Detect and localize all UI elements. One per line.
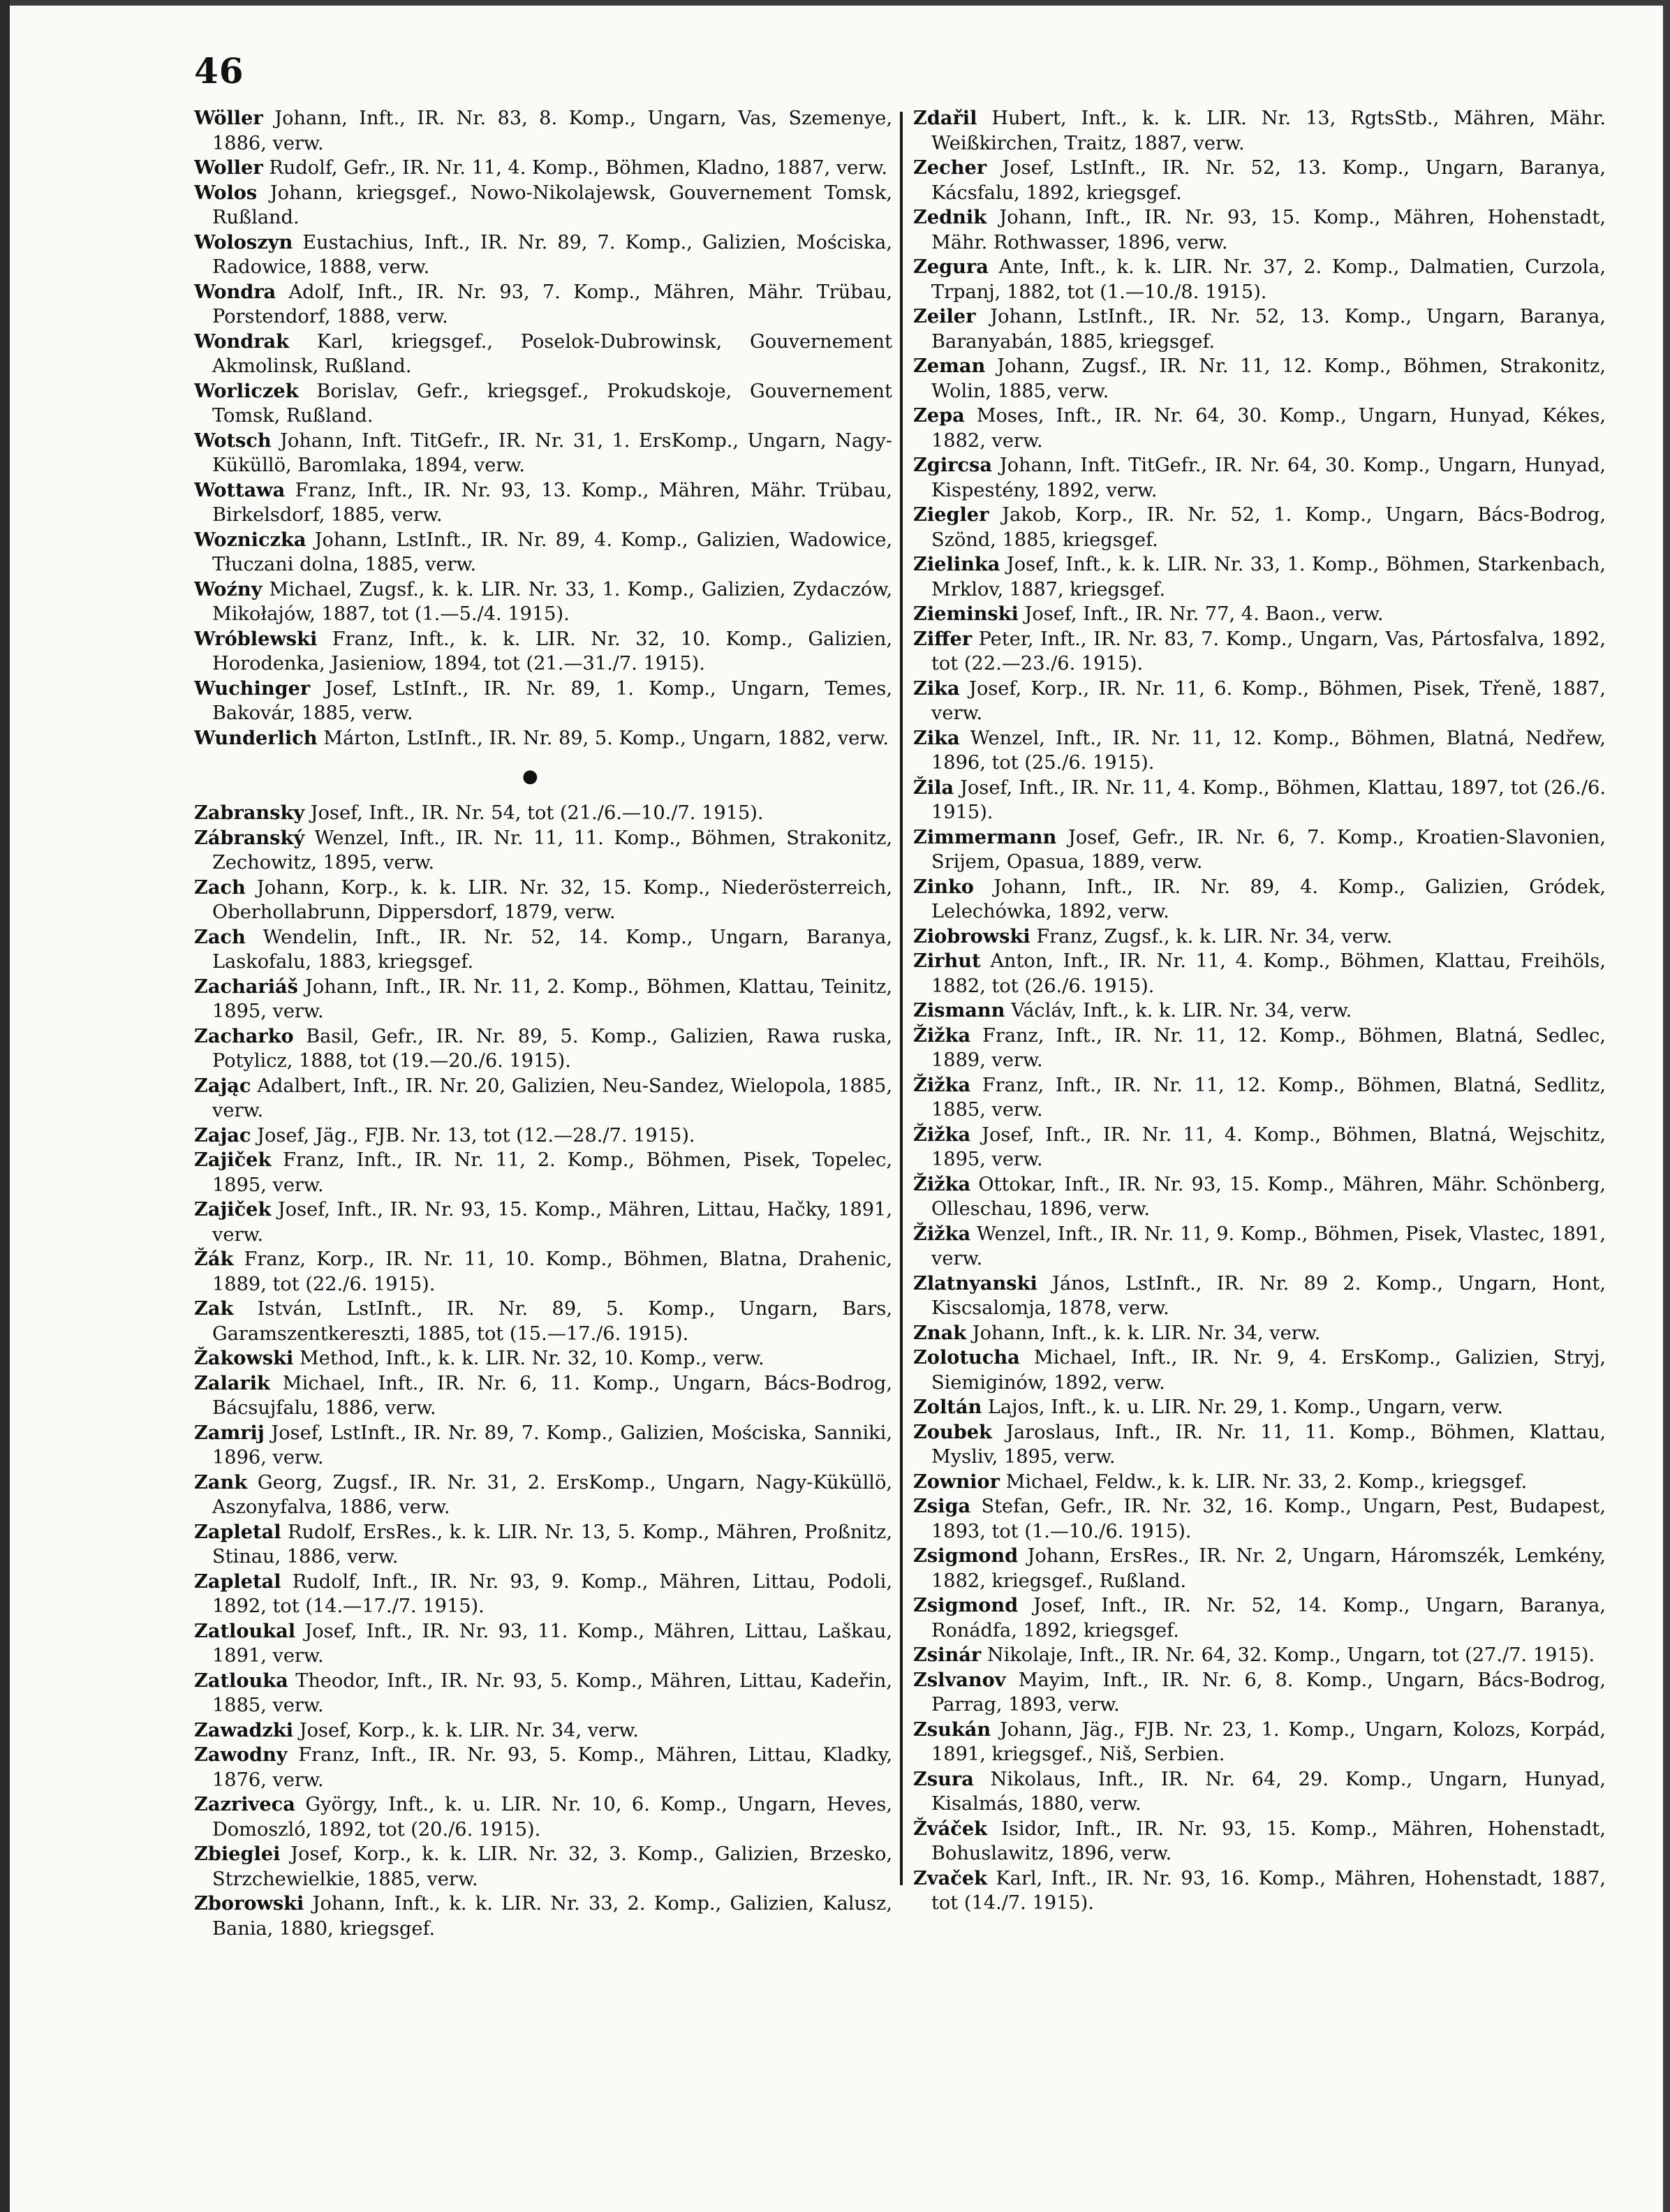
register-entry [913,1345,1606,1395]
entry-surname: Zdařil [913,107,977,129]
entry-surname: Zoubek [913,1420,992,1443]
register-entry [913,1420,1606,1470]
entry-surname: Zapletal [194,1570,281,1593]
entry-surname: Woźny [194,577,263,600]
entry-details: Johann, Inft. TitGefr., IR. Nr. 64, 30. Komp., Ungarn, Hunyad, Kispestény, 1892, verw. [931,455,1606,501]
register-entry [913,1544,1606,1593]
entry-surname: Zsigmond [913,1594,1019,1616]
entry-details: Johann, Korp., k. k. LIR. Nr. 32, 15. Komp., Niederösterreich, Oberhollabrunn, Dippersdorf, 1879, verw. [212,876,892,923]
entry-surname: Zlatnyanski [913,1271,1037,1295]
entry-surname: Zsinár [913,1644,982,1666]
entry-details: Josef, Inft., k. k. LIR. Nr. 33, 1. Komp., Böhmen, Starkenbach, Mrklov, 1887, kriegsgef. [931,554,1606,600]
register-entry [194,106,892,156]
entry-surname: Wróblewski [194,627,318,650]
entry-surname: Zbieglei [194,1843,281,1865]
entry-surname: Zgircsa [913,454,992,476]
entry-details: Wenzel, Inft., IR. Nr. 11, 12. Komp., Böhmen, Blatná, Nedřew, 1896, tot (25./6. 1915). [931,727,1606,774]
entry-surname: Zika [913,726,960,749]
entry-details: Josef, Korp., IR. Nr. 11, 6. Komp., Böhmen, Pisek, Třeně, 1887, verw. [931,677,1606,724]
register-entry [194,1470,892,1520]
register-entry [194,330,892,379]
entry-details: Johann, Inft., IR. Nr. 93, 15. Komp., Mähren, Hohenstadt, Mähr. Rothwasser, 1896, verw. [931,207,1606,253]
entry-details: Johann, Inft., k. k. LIR. Nr. 34, verw. [972,1322,1321,1344]
entry-details: Josef, Inft., IR. Nr. 11, 4. Komp., Böhmen, Klattau, 1897, tot (26./6. 1915). [931,776,1606,823]
register-entry [194,528,892,577]
entry-details: Karl, kriegsgef., Poselok-Dubrowinsk, Gouvernement Akmolinsk, Rußland. [212,330,892,377]
entry-surname: Žváček [913,1817,987,1840]
entry-details: Eustachius, Inft., IR. Nr. 89, 7. Komp., Galizien, Mościska, Radowice, 1888, verw. [212,231,892,278]
entry-surname: Zimmermann [913,825,1057,848]
entry-details: Rudolf, ErsRes., k. k. LIR. Nr. 13, 5. Komp., Mähren, Proßnitz, Stinau, 1886, verw. [212,1521,892,1568]
entry-details: Method, Inft., k. k. LIR. Nr. 32, 10. Komp., verw. [299,1348,764,1369]
entry-details: Josef, LstInft., IR. Nr. 89, 1. Komp., Ungarn, Temes, Bakovár, 1885, verw. [212,677,892,724]
entry-surname: Wolos [194,181,258,204]
entry-surname: Zábranský [194,826,305,849]
entry-surname: Zawodny [194,1743,288,1766]
register-entry [194,1792,892,1842]
scan-edge-top [0,0,1670,6]
entry-details: Wenzel, Inft., IR. Nr. 11, 9. Komp., Böhmen, Pisek, Vlastec, 1891, verw. [931,1223,1606,1269]
entry-details: Michael, Zugsf., k. k. LIR. Nr. 33, 1. Komp., Galizien, Zydaczów, Mikołajów, 1887, tot (1.—5./4. 1915). [212,578,892,625]
register-entry [913,255,1606,304]
scan-edge-left [0,0,10,2212]
entry-details: Josef, Inft., IR. Nr. 93, 15. Komp., Mähren, Littau, Hačky, 1891, verw. [212,1199,892,1246]
left-column [194,106,892,2194]
register-entry [194,379,892,429]
register-entry [194,1570,892,1619]
entry-details: Josef, Korp., k. k. LIR. Nr. 32, 3. Komp., Galizien, Brzesko, Strzchewielkie, 1885, verw. [212,1843,892,1890]
entry-surname: Žižka [913,1172,971,1195]
entry-surname: Ziffer [913,627,973,650]
page-number: 46 [194,50,244,91]
entry-surname: Zank [194,1470,248,1494]
section-mark: ● [522,766,538,787]
register-entry [194,181,892,230]
entry-surname: Zsura [913,1767,974,1790]
entry-details: Basil, Gefr., IR. Nr. 89, 5. Komp., Galizien, Rawa ruska, Potylicz, 1888, tot (19.—20./6. 1915). [212,1025,892,1072]
entry-surname: Žák [194,1248,234,1270]
entry-surname: Zawadzki [194,1718,294,1741]
entry-details: Johann, Inft., IR. Nr. 11, 2. Komp., Böhmen, Klattau, Teinitz, 1895, verw. [212,975,892,1022]
register-entry [194,1718,892,1743]
entry-surname: Zownior [913,1470,1000,1493]
entry-details: Johann, Inft., IR. Nr. 83, 8. Komp., Ungarn, Vas, Szemenye, 1886, verw. [212,108,892,154]
entry-surname: Wuchinger [194,677,311,700]
register-entry [913,1073,1606,1123]
register-entry [913,1321,1606,1346]
register-entry [194,1743,892,1792]
register-entry [913,627,1606,677]
register-entry [194,230,892,280]
entry-details: Franz, Inft., IR. Nr. 93, 5. Komp., Mähren, Littau, Kladky, 1876, verw. [212,1744,892,1791]
entry-details: Josef, Inft., IR. Nr. 77, 4. Baon., verw. [1024,603,1384,625]
entry-surname: Žižka [913,1024,971,1047]
entry-surname: Zinko [913,875,974,898]
entry-details: Johann, Inft., k. k. LIR. Nr. 33, 2. Komp., Galizien, Kalusz, Bania, 1880, kriegsgef. [212,1893,892,1940]
entry-details: Márton, LstInft., IR. Nr. 89, 5. Komp., Ungarn, 1882, verw. [323,727,889,749]
entry-details: István, LstInft., IR. Nr. 89, 5. Komp., Ungarn, Bars, Garamszentkereszti, 1885, tot (15.—17./6. 1915). [212,1298,892,1345]
register-entry [194,1123,892,1149]
register-entry [194,1520,892,1570]
entry-details: Franz, Inft., IR. Nr. 11, 12. Komp., Böhmen, Blatná, Sedlec, 1889, verw. [931,1024,1606,1071]
entry-surname: Zeman [913,355,986,377]
scan-edge-right [1663,0,1670,2212]
entry-details: Josef, Inft., IR. Nr. 11, 4. Komp., Böhmen, Blatná, Wejschitz, 1895, verw. [931,1123,1606,1170]
register-entry [913,1172,1606,1222]
register-entry [194,280,892,330]
entry-details: Lajos, Inft., k. u. LIR. Nr. 29, 1. Komp., Ungarn, verw. [987,1396,1504,1418]
entry-surname: Žižka [913,1222,971,1245]
entry-surname: Ziegler [913,503,989,526]
register-entry [194,1297,892,1346]
entry-details: Franz, Korp., IR. Nr. 11, 10. Komp., Böhmen, Blatna, Drahenic, 1889, tot (22./6. 1915). [212,1248,892,1295]
register-entry [913,1718,1606,1767]
register-entry [194,1247,892,1297]
entry-details: Johann, ErsRes., IR. Nr. 2, Ungarn, Háromszék, Lemkény, 1882, kriegsgef., Rußland. [931,1545,1606,1592]
entry-details: Franz, Inft., k. k. LIR. Nr. 32, 10. Komp., Galizien, Horodenka, Jasieniow, 1894, tot (21.—31./7. 1915). [212,628,892,674]
entry-details: Adolf, Inft., IR. Nr. 93, 7. Komp., Mähren, Mähr. Trübau, Porstendorf, 1888, verw. [212,281,892,327]
register-entry [913,354,1606,404]
entry-details: Josef, LstInft., IR. Nr. 89, 7. Komp., Galizien, Mościska, Sanniki, 1896, verw. [212,1422,892,1468]
entry-surname: Zamrij [194,1421,265,1444]
entry-surname: Zachariáš [194,975,298,998]
register-entry [194,1842,892,1892]
entry-surname: Zednik [913,206,987,228]
entry-details: Theodor, Inft., IR. Nr. 93, 5. Komp., Mähren, Littau, Kadeřin, 1885, verw. [212,1669,892,1716]
entry-surname: Zsiga [913,1495,971,1517]
entry-details: Borislav, Gefr., kriegsgef., Prokudskoje, Gouvernement Tomsk, Rußland. [212,380,892,427]
section-separator [194,751,892,801]
register-entry [194,1024,892,1074]
register-entry [194,1421,892,1470]
entry-surname: Zoltán [913,1396,982,1418]
entry-surname: Zalarik [194,1371,270,1394]
entry-details: Ante, Inft., k. k. LIR. Nr. 37, 2. Komp., Dalmatien, Curzola, Trpanj, 1882, tot (1.—10./8. 1915). [931,256,1606,303]
entry-details: Josef, Jäg., FJB. Nr. 13, tot (12.—28./7. 1915). [257,1124,695,1146]
register-entry [913,825,1606,875]
entry-surname: Zeiler [913,305,976,327]
register-entry [913,602,1606,627]
entry-surname: Wottawa [194,478,286,501]
register-entry [913,156,1606,205]
entry-surname: Zajiček [194,1149,272,1171]
entry-surname: Woloszyn [194,230,293,253]
entry-surname: Žižka [913,1073,971,1096]
entry-surname: Žila [913,776,954,799]
entry-surname: Wöller [194,107,263,129]
column-divider [900,112,903,1885]
register-entry [194,1346,892,1371]
entry-surname: Zajiček [194,1198,272,1221]
register-entry [194,925,892,975]
register-entry [913,1222,1606,1271]
register-entry [913,1643,1606,1668]
register-entry [913,1593,1606,1643]
entry-details: Johann, LstInft., IR. Nr. 52, 13. Komp., Ungarn, Baranya, Baranyabán, 1885, kriegsgef. [931,306,1606,353]
register-entry [913,677,1606,726]
entry-surname: Zatloukal [194,1619,296,1642]
register-entry [194,801,892,826]
register-entry [194,726,892,751]
entry-surname: Zvaček [913,1866,987,1889]
register-entry [194,826,892,876]
entry-surname: Zając [194,1074,251,1097]
entry-surname: Znak [913,1321,967,1344]
entry-surname: Zak [194,1297,234,1320]
entry-details: Johann, kriegsgef., Nowo-Nikolajewsk, Gouvernement Tomsk, Rußland. [212,182,892,228]
entry-details: Jakob, Korp., IR. Nr. 52, 1. Komp., Ungarn, Bács-Bodrog, Szönd, 1885, kriegsgef. [931,504,1606,551]
register-entry [194,1892,892,1941]
entry-details: Rudolf, Inft., IR. Nr. 93, 9. Komp., Mähren, Littau, Podoli, 1892, tot (14.—17./7. 1915). [212,1570,892,1617]
entry-surname: Zajac [194,1123,251,1146]
register-entry [913,205,1606,255]
register-entry [913,776,1606,825]
register-entry [913,875,1606,924]
entry-details: Peter, Inft., IR. Nr. 83, 7. Komp., Ungarn, Vas, Pártosfalva, 1892, tot (22.—23./6. 1915). [931,628,1606,674]
entry-details: Michael, Inft., IR. Nr. 6, 11. Komp., Ungarn, Bács-Bodrog, Bácsujfalu, 1886, verw. [212,1372,892,1419]
entry-surname: Worliczek [194,379,299,402]
entry-surname: Zacharko [194,1024,294,1047]
register-entry [913,1123,1606,1172]
register-entry [913,304,1606,354]
entry-surname: Zismann [913,999,1005,1022]
register-entry [913,1767,1606,1817]
entry-details: Anton, Inft., IR. Nr. 11, 4. Komp., Böhmen, Klattau, Freihöls, 1882, tot (26./6. 1915). [931,950,1606,997]
entry-details: Josef, Inft., IR. Nr. 54, tot (21./6.—10./7. 1915). [310,802,764,824]
entry-details: Moses, Inft., IR. Nr. 64, 30. Komp., Ungarn, Hunyad, Kékes, 1882, verw. [931,405,1606,452]
entry-surname: Wotsch [194,429,272,452]
entry-details: Josef, Gefr., IR. Nr. 6, 7. Komp., Kroatien-Slavonien, Srijem, Opasua, 1889, verw. [931,826,1606,873]
entry-surname: Woller [194,156,263,179]
entry-details: Franz, Inft., IR. Nr. 11, 12. Komp., Böhmen, Blatná, Sedlitz, 1885, verw. [931,1074,1606,1121]
entry-surname: Wozniczka [194,528,306,551]
entry-surname: Zapletal [194,1520,281,1543]
entry-details: Josef, Korp., k. k. LIR. Nr. 34, verw. [299,1719,639,1741]
entry-details: Michael, Feldw., k. k. LIR. Nr. 33, 2. Komp., kriegsgef. [1005,1470,1528,1493]
entry-surname: Zika [913,677,960,700]
entry-details: Jaroslaus, Inft., IR. Nr. 11, 11. Komp., Böhmen, Klattau, Mysliv, 1895, verw. [931,1421,1606,1468]
register-entry [913,1395,1606,1420]
register-entry [194,156,892,181]
register-entry [194,627,892,677]
entry-details: Mayim, Inft., IR. Nr. 6, 8. Komp., Ungarn, Bács-Bodrog, Parrag, 1893, verw. [931,1669,1606,1716]
register-entry [913,1668,1606,1718]
entry-details: Josef, Inft., IR. Nr. 52, 14. Komp., Ungarn, Baranya, Ronádfa, 1892, kriegsgef. [931,1595,1606,1642]
entry-details: Wenzel, Inft., IR. Nr. 11, 11. Komp., Böhmen, Strakonitz, Zechowitz, 1895, verw. [212,827,892,873]
register-entry [194,429,892,478]
register-entry [913,106,1606,156]
entry-surname: Zolotucha [913,1346,1020,1369]
entry-details: Josef, Inft., IR. Nr. 93, 11. Komp., Mähren, Littau, Laškau, 1891, verw. [212,1620,892,1667]
entry-details: Franz, Zugsf., k. k. LIR. Nr. 34, verw. [1036,925,1393,948]
register-entry [913,503,1606,552]
entry-details: Stefan, Gefr., IR. Nr. 32, 16. Komp., Ungarn, Pest, Budapest, 1893, tot (1.—10./6. 1915). [931,1496,1606,1542]
entry-surname: Zborowski [194,1892,304,1915]
entry-details: Adalbert, Inft., IR. Nr. 20, Galizien, Neu-Sandez, Wielopola, 1885, verw. [212,1075,892,1121]
register-entry [913,924,1606,950]
entry-details: Franz, Inft., IR. Nr. 11, 2. Komp., Böhmen, Pisek, Topelec, 1895, verw. [212,1149,892,1196]
register-entry [194,1148,892,1197]
register-entry [913,1866,1606,1916]
register-entry [913,1024,1606,1073]
entry-details: Johann, Inft., IR. Nr. 89, 4. Komp., Galizien, Gródek, Lelechówka, 1892, verw. [931,876,1606,922]
entry-details: Michael, Inft., IR. Nr. 9, 4. ErsKomp., Galizien, Stryj, Siemiginów, 1892, verw. [931,1347,1606,1394]
entry-details: Karl, Inft., IR. Nr. 93, 16. Komp., Mähren, Hohenstadt, 1887, tot (14./7. 1915). [931,1867,1606,1914]
register-entry [913,998,1606,1024]
entry-surname: Zepa [913,404,965,427]
entry-details: György, Inft., k. u. LIR. Nr. 10, 6. Komp., Ungarn, Heves, Domoszló, 1892, tot (20./6. 1915). [212,1794,892,1841]
register-entry [913,1817,1606,1866]
entry-details: Johann, Zugsf., IR. Nr. 11, 12. Komp., Böhmen, Strakonitz, Wolin, 1885, verw. [931,355,1606,402]
entry-details: Hubert, Inft., k. k. LIR. Nr. 13, RgtsStb., Mähren, Mähr. Weißkirchen, Traitz, 1887, verw. [931,108,1606,154]
register-entry [194,677,892,726]
entry-surname: Zsukán [913,1718,991,1741]
entry-details: Nikolaje, Inft., IR. Nr. 64, 32. Komp., Ungarn, tot (27./7. 1915). [987,1644,1595,1666]
entry-details: Wendelin, Inft., IR. Nr. 52, 14. Komp., Ungarn, Baranya, Laskofalu, 1883, kriegsgef. [212,926,892,973]
register-entry [194,1074,892,1123]
entry-surname: Ziobrowski [913,924,1030,948]
entry-details: Václáv, Inft., k. k. LIR. Nr. 34, verw. [1011,1000,1352,1022]
entry-surname: Wondrak [194,330,290,353]
entry-surname: Zach [194,925,246,948]
register-entry [194,1371,892,1421]
entry-details: Franz, Inft., IR. Nr. 93, 13. Komp., Mähren, Mähr. Trübau, Birkelsdorf, 1885, verw. [212,479,892,526]
entry-details: Isidor, Inft., IR. Nr. 93, 15. Komp., Mähren, Hohenstadt, Bohuslawitz, 1896, verw. [931,1817,1606,1864]
entry-surname: Zieminski [913,603,1019,625]
register-entry [194,1197,892,1247]
entry-surname: Žižka [913,1123,971,1146]
entry-surname: Zirhut [913,950,981,972]
register-entry [194,975,892,1024]
register-entry [913,726,1606,776]
register-entry [913,1470,1606,1495]
entry-details: Johann, LstInft., IR. Nr. 89, 4. Komp., Galizien, Wadowice, Tłuczani dolna, 1885, verw. [212,529,892,575]
register-entry [194,1619,892,1669]
entry-surname: Zegura [913,256,989,278]
register-entry [913,453,1606,503]
register-entry [913,552,1606,602]
register-entry [194,876,892,925]
entry-surname: Zslvanov [913,1668,1006,1691]
right-column [913,106,1606,2194]
entry-surname: Zabransky [194,802,305,824]
entry-details: Johann, Inft. TitGefr., IR. Nr. 31, 1. ErsKomp., Ungarn, Nagy-Küküllö, Baromlaka, 1894, verw. [212,429,892,476]
entry-surname: Wondra [194,280,276,303]
register-entry [913,1494,1606,1544]
entry-details: Georg, Zugsf., IR. Nr. 31, 2. ErsKomp., Ungarn, Nagy-Küküllö, Aszonyfalva, 1886, verw. [212,1471,892,1518]
entry-details: Johann, Jäg., FJB. Nr. 23, 1. Komp., Ungarn, Kolozs, Korpád, 1891, kriegsgef., Niš, Serbien. [931,1718,1606,1765]
entry-surname: Zatlouka [194,1669,288,1692]
entry-details: Josef, LstInft., IR. Nr. 52, 13. Komp., Ungarn, Baranya, Kácsfalu, 1892, kriegsgef. [931,157,1606,204]
entry-surname: Wunderlich [194,726,318,749]
entry-surname: Zach [194,876,246,899]
entry-details: János, LstInft., IR. Nr. 89 2. Komp., Ungarn, Hont, Kiscsalomja, 1878, verw. [931,1272,1606,1319]
register-entry [194,577,892,627]
entry-details: Nikolaus, Inft., IR. Nr. 64, 29. Komp., Ungarn, Hunyad, Kisalmás, 1880, verw. [931,1768,1606,1815]
register-entry [194,1669,892,1718]
entry-surname: Zecher [913,156,987,179]
register-entry [913,404,1606,453]
register-entry [913,949,1606,998]
entry-details: Ottokar, Inft., IR. Nr. 93, 15. Komp., Mähren, Mähr. Schönberg, Olleschau, 1896, verw. [931,1173,1606,1220]
entry-details: Rudolf, Gefr., IR. Nr. 11, 4. Komp., Böhmen, Kladno, 1887, verw. [269,157,888,179]
entry-surname: Zielinka [913,553,1000,575]
register-entry [194,478,892,528]
entry-surname: Žakowski [194,1347,294,1369]
entry-surname: Zazriveca [194,1793,295,1815]
entry-surname: Zsigmond [913,1544,1019,1567]
register-entry [913,1271,1606,1321]
